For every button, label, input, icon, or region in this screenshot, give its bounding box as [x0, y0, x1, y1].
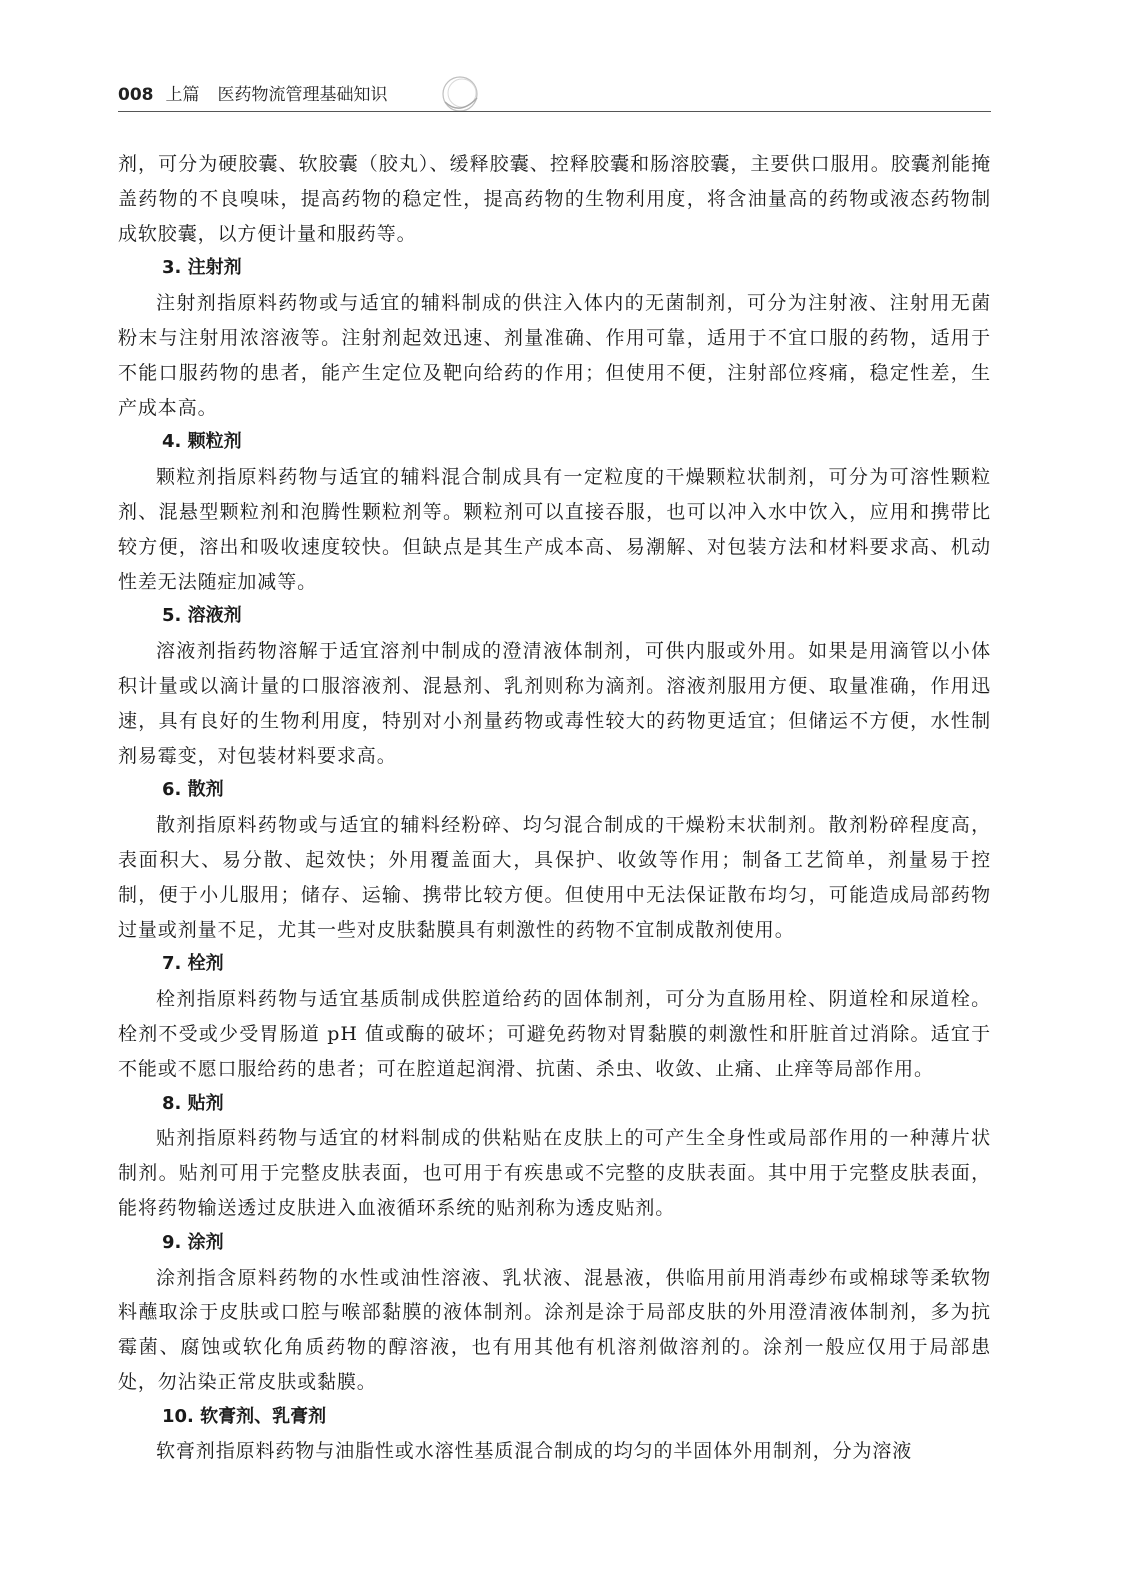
paragraph-granules: 颗粒剂指原料药物与适宜的辅料混合制成具有一定粒度的干燥颗粒状制剂，可分为可溶性颗粒剂、混悬型颗粒剂和泡腾性颗粒剂等。颗粒剂可以直接吞服，也可以冲入水中饮入，应用和携带比较方便，溶出和吸收速度较快。但缺点是其生产成本高、易潮解、对包装方法和材料要求高、机动性差无法随症加减等。 [118, 466, 991, 593]
paragraph-capsules-cont: 剂，可分为硬胶囊、软胶囊（胶丸）、缓释胶囊、控释胶囊和肠溶胶囊，主要供口服用。胶囊剂能掩盖药物的不良嗅味，提高药物的稳定性，提高药物的生物利用度，将含油量高的药物或液态药物制成软胶囊，以方便计量和服药等。 [118, 153, 991, 245]
paragraph-solution: 溶液剂指药物溶解于适宜溶剂中制成的澄清液体制剂，可供内服或外用。如果是用滴管以小体积计量或以滴计量的口服溶液剂、混悬剂、乳剂则称为滴剂。溶液剂服用方便、取量准确，作用迅速，具有良好的生物利用度，特别对小剂量药物或毒性较大的药物更适宜；但储运不方便，水性制剂易霉变，对包装材料要求高。 [118, 640, 991, 767]
running-header [118, 70, 991, 112]
header-rule [118, 111, 991, 112]
part-label: 上篇 [165, 85, 200, 105]
section-heading-solution: 5. 溶液剂 [162, 605, 242, 627]
page-content [118, 147, 991, 1469]
paragraph-ointment: 软膏剂指原料药物与油脂性或水溶性基质混合制成的均匀的半固体外用制剂，分为溶液 [156, 1440, 913, 1463]
header-text [118, 80, 388, 105]
section-heading-suppository: 7. 栓剂 [162, 953, 224, 975]
paragraph-patch: 贴剂指原料药物与适宜的材料制成的供粘贴在皮肤上的可产生全身性或局部作用的一种薄片状制剂。贴剂可用于完整皮肤表面，也可用于有疾患或不完整的皮肤表面。其中用于完整皮肤表面，能将药物输送透过皮肤进入血液循环系统的贴剂称为透皮贴剂。 [118, 1127, 991, 1219]
section-heading-injection: 3. 注射剂 [162, 257, 242, 279]
paragraph-liniment: 涂剂指含原料药物的水性或油性溶液、乳状液、混悬液，供临用前用消毒纱布或棉球等柔软物料蘸取涂于皮肤或口腔与喉部黏膜的液体制剂。涂剂是涂于局部皮肤的外用澄清液体制剂，多为抗霉菌、腐蚀或软化角质药物的醇溶液，也有用其他有机溶剂做溶剂的。涂剂一般应仅用于局部患处，勿沾染正常皮肤或黏膜。 [118, 1266, 991, 1393]
section-heading-patch: 8. 贴剂 [162, 1092, 224, 1114]
paragraph-suppository: 栓剂指原料药物与适宜基质制成供腔道给药的固体制剂，可分为直肠用栓、阴道栓和尿道栓。栓剂不受或少受胃肠道 pH 值或酶的破坏；可避免药物对胃黏膜的刺激性和肝脏首过消除。适宜于不能或不愿口服给药的患者；可在腔道起润滑、抗菌、杀虫、收敛、止痛、止痒等局部作用。 [118, 988, 991, 1080]
section-heading-granules: 4. 颗粒剂 [162, 431, 242, 453]
section-heading-ointment: 10. 软膏剂、乳膏剂 [162, 1405, 327, 1427]
paragraph-injection: 注射剂指原料药物或与适宜的辅料制成的供注入体内的无菌制剂，可分为注射液、注射用无菌粉末与注射用浓溶液等。注射剂起效迅速、剂量准确、作用可靠，适用于不宜口服的药物，适用于不能口服药物的患者，能产生定位及靶向给药的作用；但使用不便，注射部位疼痛，稳定性差，生产成本高。 [118, 292, 991, 419]
section-heading-liniment: 9. 涂剂 [162, 1231, 224, 1253]
circle-ornament-icon [436, 72, 486, 112]
paragraph-powder: 散剂指原料药物或与适宜的辅料经粉碎、均匀混合制成的干燥粉末状制剂。散剂粉碎程度高，表面积大、易分散、起效快；外用覆盖面大，具保护、收敛等作用；制备工艺简单，剂量易于控制，便于小儿服用；储存、运输、携带比较方便。但使用中无法保证散布均匀，可能造成局部药物过量或剂量不足，尤其一些对皮肤黏膜具有刺激性的药物不宜制成散剂使用。 [118, 814, 991, 941]
chapter-title: 医药物流管理基础知识 [217, 85, 388, 105]
section-heading-powder: 6. 散剂 [162, 779, 224, 801]
page-number: 008 [118, 85, 154, 105]
